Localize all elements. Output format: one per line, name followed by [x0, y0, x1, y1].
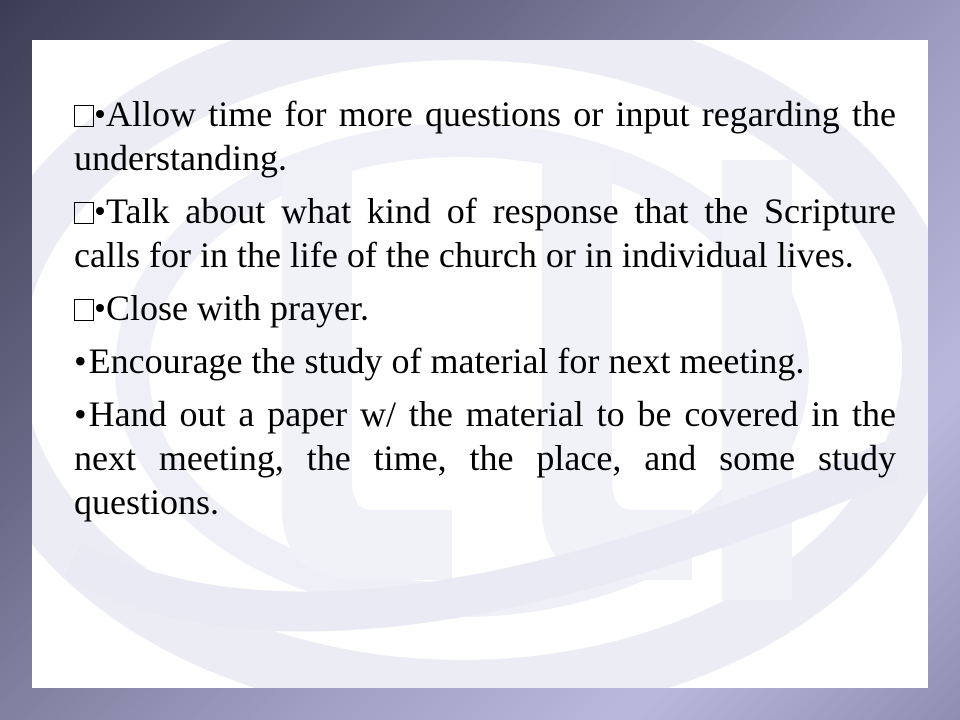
- bullet-list: [74, 92, 896, 532]
- bullet-item-response: [74, 189, 896, 277]
- bullet-text: Hand out a paper w/ the material to be covered in the next meeting, the time, the place, and some study questions.: [74, 394, 896, 522]
- bullet-item-encourage-study: [74, 339, 896, 383]
- bullet-item-close-prayer: [74, 286, 896, 330]
- bullet-dot-icon: [96, 207, 104, 215]
- bullet-dot-icon: •: [74, 394, 87, 434]
- missing-glyph-box-icon: [74, 202, 94, 224]
- slide-panel: [32, 40, 928, 688]
- bullet-item-hand-out-paper: [74, 392, 896, 524]
- bullet-item-allow-time: [74, 92, 896, 180]
- bullet-dot-icon: [96, 304, 104, 312]
- bullet-dot-icon: •: [74, 341, 87, 381]
- bullet-dot-icon: [96, 110, 104, 118]
- bullet-text: Close with prayer.: [106, 288, 369, 328]
- missing-glyph-box-icon: [74, 105, 94, 127]
- bullet-text: Allow time for more questions or input regarding the understanding.: [74, 94, 896, 178]
- bullet-text: Talk about what kind of response that the Scripture calls for in the life of the church or in individual lives.: [74, 191, 896, 275]
- missing-glyph-box-icon: [74, 299, 94, 321]
- bullet-text: Encourage the study of material for next meeting.: [88, 341, 805, 381]
